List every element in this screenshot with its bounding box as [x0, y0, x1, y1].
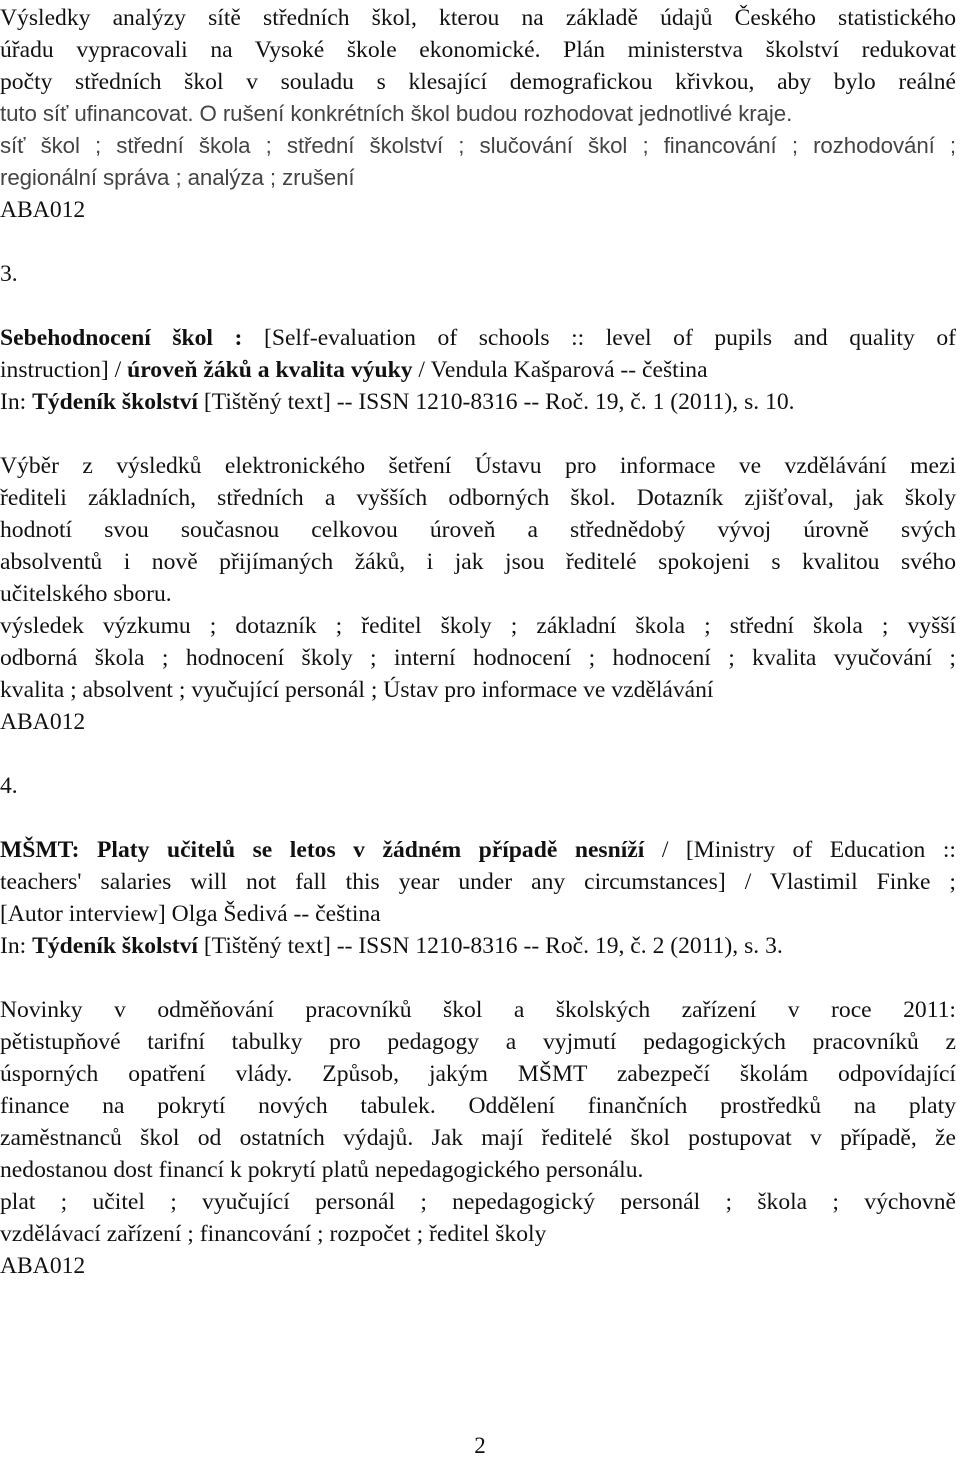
- abstract-line: nedostanou dost financí k pokrytí platů nepedagogického personálu.: [0, 1157, 644, 1183]
- abstract-line: Výběr z výsledků elektronického šetření Ústavu pro informace ve vzdělávání mezi: [0, 453, 956, 479]
- abstract-line: pětistupňové tarifní tabulky pro pedagogy a vyjmutí pedagogických pracovníků z: [0, 1029, 956, 1055]
- keywords-line: plat ; učitel ; vyučující personál ; nepedagogický personál ; škola ; výchovně: [0, 1189, 956, 1215]
- entry-title-rest: [Self-evaluation of schools :: level of pupils and quality of: [242, 325, 956, 351]
- entry-title: Sebehodnocení škol :: [0, 325, 243, 351]
- entry-title-line: [0, 354, 958, 386]
- keywords-line: regionální správa ; analýza ; zrušení: [0, 165, 355, 190]
- record-code: ABA012: [0, 1253, 86, 1279]
- abstract-line: finance na pokrytí nových tabulek. Oddělení finančních prostředků na platy: [0, 1093, 956, 1119]
- entry-title-line: teachers' salaries will not fall this year under any circumstances] / Vlastimil Finke ;: [0, 869, 956, 895]
- keywords-line: vzdělávací zařízení ; financování ; rozpočet ; ředitel školy: [0, 1221, 547, 1247]
- abstract-line: absolventů i nově přijímaných žáků, i jak jsou ředitelé spokojeni s kvalitou svého: [0, 549, 956, 575]
- entry-title-rest: / [Ministry of Education ::: [644, 837, 956, 863]
- abstract-line: tuto síť ufinancovat. O rušení konkrétních škol budou rozhodovat jednotlivé kraje.: [0, 101, 793, 126]
- source-details: [Tištěný text] -- ISSN 1210-8316 -- Roč. 19, č. 1 (2011), s. 10.: [197, 389, 795, 415]
- entry-subtitle: úroveň žáků a kvalita výuky: [127, 357, 413, 383]
- abstract-line: zaměstnanců škol od ostatních výdajů. Jak mají ředitelé škol postupovat v případě, že: [0, 1125, 956, 1151]
- source-journal: Týdeník školství: [32, 933, 198, 959]
- keywords-line: síť škol ; střední škola ; střední školství ; slučování škol ; financování ; rozhodování ;: [0, 133, 956, 158]
- entry-title-line: [0, 834, 956, 866]
- page-number: 2: [474, 1433, 486, 1458]
- source-details: [Tištěný text] -- ISSN 1210-8316 -- Roč. 19, č. 2 (2011), s. 3.: [197, 933, 783, 959]
- entry-title-line: [0, 322, 956, 354]
- abstract-line: hodnotí svou současnou celkovou úroveň a střednědobý vývoj úrovně svých: [0, 517, 956, 543]
- abstract-line: počty středních škol v souladu s klesající demografickou křivkou, aby bylo reálné: [0, 69, 956, 95]
- entry-source: [0, 386, 958, 418]
- abstract-line: Výsledky analýzy sítě středních škol, kterou na základě údajů Českého statistického: [0, 5, 956, 31]
- entry-author: [Autor interview] Olga Šedivá -- čeština: [0, 901, 381, 927]
- record-code: ABA012: [0, 197, 86, 223]
- entry-number: 3.: [0, 261, 18, 287]
- abstract-line: Novinky v odměňování pracovníků škol a školských zařízení v roce 2011:: [0, 997, 956, 1023]
- record-code: ABA012: [0, 709, 86, 735]
- source-prefix: In:: [0, 933, 33, 959]
- entry-source: [0, 930, 958, 962]
- abstract-line: úřadu vypracovali na Vysoké škole ekonomické. Plán ministerstva školství redukovat: [0, 37, 956, 63]
- entry-title: MŠMT: Platy učitelů se letos v žádném případě nesníží: [0, 837, 645, 863]
- keywords-line: výsledek výzkumu ; dotazník ; ředitel školy ; základní škola ; střední škola ; vyšší: [0, 613, 956, 639]
- entry-author: / Vendula Kašparová -- čeština: [412, 357, 708, 383]
- keywords-line: odborná škola ; hodnocení školy ; interní hodnocení ; hodnocení ; kvalita vyučování ;: [0, 645, 956, 671]
- source-journal: Týdeník školství: [32, 389, 198, 415]
- entry-number: 4.: [0, 773, 18, 799]
- abstract-line: řediteli základních, středních a vyšších odborných škol. Dotazník zjišťoval, jak školy: [0, 485, 956, 511]
- abstract-line: učitelského sboru.: [0, 581, 172, 607]
- source-prefix: In:: [0, 389, 33, 415]
- entry-title-part: instruction] /: [0, 357, 128, 383]
- abstract-line: úsporných opatření vlády. Způsob, jakým MŠMT zabezpečí školám odpovídající: [0, 1061, 956, 1087]
- keywords-line: kvalita ; absolvent ; vyučující personál ; Ústav pro informace ve vzdělávání: [0, 677, 714, 703]
